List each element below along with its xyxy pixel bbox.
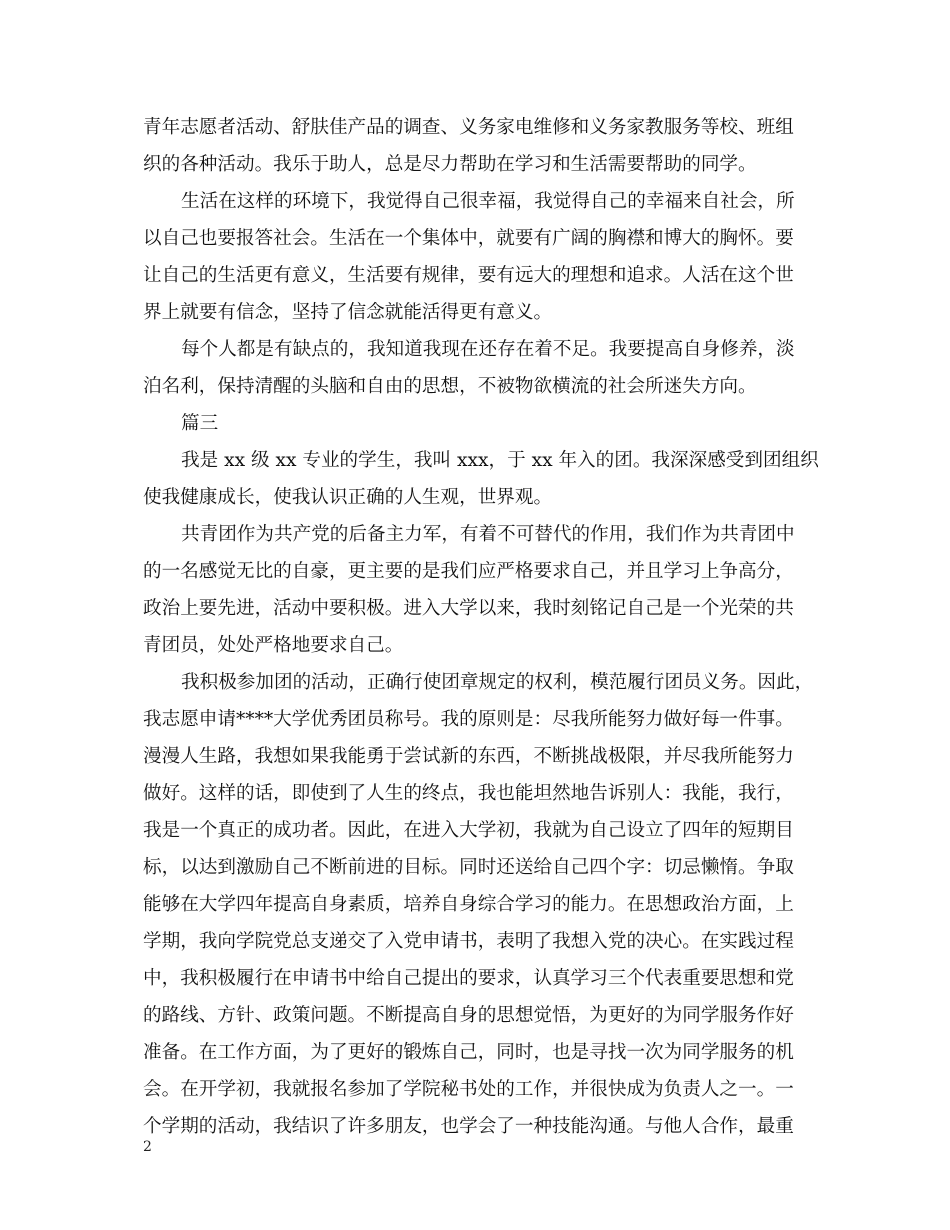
text-line: 的一名感觉无比的自豪，更主要的是我们应严格要求自己，并且学习上争高分， (143, 561, 794, 582)
paragraph-first-line: 我积极参加团的活动，正确行使团章规定的权利，模范履行团员义务。因此， (181, 672, 814, 693)
text-line: 我是一个真正的成功者。因此，在进入大学初，我就为自己设立了四年的短期目 (143, 820, 794, 841)
text-line: 会。在开学初，我就报名参加了学院秘书处的工作，并很快成为负责人之一。一 (143, 1079, 794, 1100)
text-line: 泊名利，保持清醒的头脑和自由的思想，不被物欲横流的社会所迷失方向。 (143, 376, 757, 397)
text-line: 中，我积极履行在申请书中给自己提出的要求，认真学习三个代表重要思想和党 (143, 968, 794, 989)
page-number: 2 (143, 1139, 152, 1155)
text-line: 准备。在工作方面，为了更好的锻炼自己，同时，也是寻找一次为同学服务的机 (143, 1042, 794, 1063)
text-line: 织的各种活动。我乐于助人，总是尽力帮助在学习和生活需要帮助的同学。 (143, 154, 757, 175)
text-line: 标，以达到激励自己不断前进的目标。同时还送给自己四个字：切忌懒惰。争取 (143, 857, 794, 878)
text-line: 我志愿申请****大学优秀团员称号。我的原则是：尽我所能努力做好每一件事。 (143, 709, 794, 730)
text-line: 界上就要有信念，坚持了信念就能活得更有意义。 (143, 302, 553, 323)
text-line: 漫漫人生路，我想如果我能勇于尝试新的东西，不断挑战极限，并尽我所能努力 (143, 746, 794, 767)
paragraph-first-line: 我是 xx 级 xx 专业的学生，我叫 xxx，于 xx 年入的团。我深深感受到团组织 (181, 450, 819, 471)
paragraph-first-line: 共青团作为共产党的后备主力军，有着不可替代的作用，我们作为共青团中 (181, 524, 795, 545)
text-line: 能够在大学四年提高自身素质，培养自身综合学习的能力。在思想政治方面，上 (143, 894, 794, 915)
text-line: 做好。这样的话，即使到了人生的终点，我也能坦然地告诉别人：我能，我行， (143, 783, 794, 804)
paragraph-first-line: 生活在这样的环境下，我觉得自己很幸福，我觉得自己的幸福来自社会，所 (181, 191, 795, 212)
text-line: 政治上要先进，活动中要积极。进入大学以来，我时刻铭记自己是一个光荣的共 (143, 598, 794, 619)
text-line: 的路线、方针、政策问题。不断提高自身的思想觉悟，为更好的为同学服务作好 (143, 1005, 794, 1026)
text-line: 以自己也要报答社会。生活在一个集体中，就要有广阔的胸襟和博大的胸怀。要 (143, 228, 794, 249)
text-line: 使我健康成长，使我认识正确的人生观，世界观。 (143, 487, 553, 508)
paragraph-first-line: 每个人都是有缺点的，我知道我现在还存在着不足。我要提高自身修养，淡 (181, 339, 795, 360)
text-line: 青年志愿者活动、舒肤佳产品的调查、义务家电维修和义务家教服务等校、班组 (143, 117, 794, 138)
text-line: 青团员，处处严格地要求自己。 (143, 635, 404, 656)
section-heading: 篇三 (181, 413, 219, 434)
text-line: 让自己的生活更有意义，生活要有规律，要有远大的理想和追求。人活在这个世 (143, 265, 794, 286)
text-line: 学期，我向学院党总支递交了入党申请书，表明了我想入党的决心。在实践过程 (143, 931, 794, 952)
text-line: 个学期的活动，我结识了许多朋友，也学会了一种技能沟通。与他人合作，最重 (143, 1116, 794, 1137)
